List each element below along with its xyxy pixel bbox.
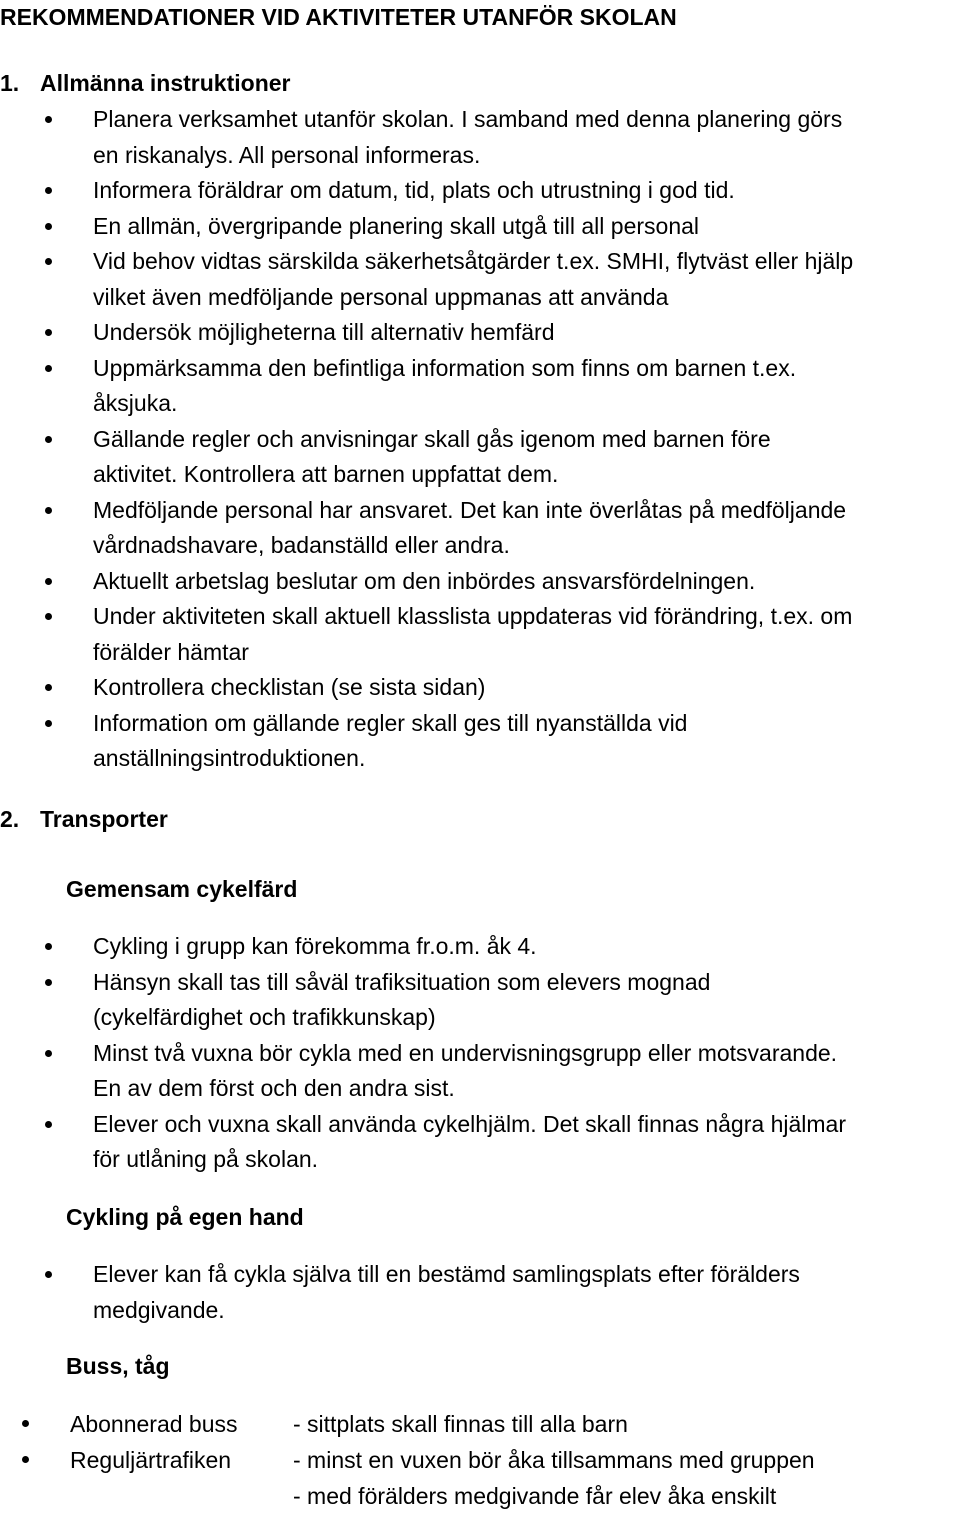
section-1-heading — [0, 68, 290, 98]
list-item-text: förälder hämtar — [93, 638, 249, 665]
list-item-text: Under aktiviteten skall aktuell klasslista uppdateras vid förändring, t.ex. om — [93, 603, 853, 629]
general-instructions-list — [0, 102, 960, 777]
bullet-icon — [45, 329, 52, 336]
bullet-icon — [45, 979, 52, 986]
bullet-icon — [45, 365, 52, 372]
list-item-text: Medföljande personal har ansvaret. Det kan inte överlåtas på medföljande — [93, 496, 847, 523]
list-item-text: aktivitet. Kontrollera att barnen uppfattat dem. — [93, 461, 559, 487]
bus-train-list — [0, 1406, 960, 1514]
list-item-text: Kontrollera checklistan (se sista sidan) — [93, 674, 486, 700]
list-item — [0, 564, 960, 600]
document-title: REKOMMENDATIONER VID AKTIVITETER UTANFÖR SKOLAN — [0, 4, 677, 30]
bullet-icon — [45, 943, 52, 950]
list-item-text: Planera verksamhet utanför skolan. I samband med denna planering görs — [93, 106, 843, 132]
list-item — [0, 173, 960, 209]
bullet-icon — [22, 1420, 29, 1427]
list-item-text: Vid behov vidtas särskilda säkerhetsåtgärder t.ex. SMHI, flytväst eller hjälp — [93, 248, 854, 274]
bus-train-heading: Buss, tåg — [66, 1353, 170, 1379]
bullet-icon — [45, 684, 52, 691]
list-item-text: Informera föräldrar om datum, tid, plats och utrustning i god tid. — [93, 177, 735, 203]
list-item-text: vilket även medföljande personal uppmanas att använda — [93, 283, 669, 310]
list-item — [0, 493, 960, 564]
bullet-icon — [22, 1456, 29, 1463]
list-item — [0, 209, 960, 245]
list-item-text: Cykling i grupp kan förekomma fr.o.m. åk 4. — [93, 933, 537, 959]
list-item — [0, 244, 960, 315]
list-item — [0, 706, 960, 777]
list-item-text: Information om gällande regler skall ges till nyanställda vid — [93, 709, 688, 736]
list-item — [0, 670, 960, 706]
list-item — [0, 965, 960, 1036]
list-item-text: Elever och vuxna skall använda cykelhjälm. Det skall finnas några hjälmar — [93, 1110, 846, 1137]
list-item — [0, 599, 960, 670]
list-item-text: anställningsintroduktionen. — [93, 745, 366, 771]
transport-name: Reguljärtrafiken — [70, 1447, 232, 1473]
bullet-icon — [45, 1271, 52, 1278]
own-cycling-heading: Cykling på egen hand — [66, 1204, 304, 1230]
list-item-text: åksjuka. — [93, 390, 178, 416]
bullet-icon — [45, 507, 52, 514]
bullet-icon — [45, 223, 52, 230]
list-item — [0, 1257, 960, 1328]
list-item-text: vårdnadshavare, badanställd eller andra. — [93, 532, 510, 558]
own-cycling-list — [0, 1257, 960, 1328]
bullet-icon — [45, 1121, 52, 1128]
group-cycling-heading: Gemensam cykelfärd — [66, 876, 298, 902]
bullet-icon — [45, 436, 52, 443]
list-item — [0, 102, 960, 173]
bullet-icon — [45, 720, 52, 727]
list-item-text: Hänsyn skall tas till såväl trafiksituation som elevers mognad — [93, 968, 711, 995]
list-item-text: Uppmärksamma den befintliga information som finns om barnen t.ex. — [93, 354, 797, 381]
list-item — [0, 929, 960, 965]
list-item-text: (cykelfärdighet och trafikkunskap) — [93, 1004, 436, 1030]
list-item-text: Aktuellt arbetslag beslutar om den inbördes ansvarsfördelningen. — [93, 567, 756, 594]
bullet-icon — [45, 116, 52, 123]
section-2-heading — [0, 804, 168, 834]
group-cycling-list — [0, 929, 960, 1178]
bullet-icon — [45, 187, 52, 194]
list-item-text: Undersök möjligheterna till alternativ hemfärd — [93, 319, 555, 345]
section-2-title: Transporter — [40, 806, 168, 832]
bullet-icon — [45, 578, 52, 585]
transport-row — [0, 1442, 960, 1478]
list-item — [0, 1107, 960, 1178]
bullet-icon — [45, 1050, 52, 1057]
transport-description: - sittplats skall finnas till alla barn — [293, 1411, 628, 1437]
bullet-icon — [45, 613, 52, 620]
bullet-icon — [45, 258, 52, 265]
list-item-text: en riskanalys. All personal informeras. — [93, 141, 481, 168]
list-item — [0, 422, 960, 493]
list-item-text: En av dem först och den andra sist. — [93, 1075, 455, 1101]
list-item-text: En allmän, övergripande planering skall utgå till all personal — [93, 212, 700, 239]
transport-description: - minst en vuxen bör åka tillsammans med gruppen — [293, 1447, 815, 1473]
transport-description: - med förälders medgivande får elev åka enskilt — [293, 1483, 777, 1509]
list-item — [0, 1036, 960, 1107]
list-item-text: för utlåning på skolan. — [93, 1146, 319, 1172]
section-1-number: 1. — [0, 70, 20, 96]
list-item-text: Elever kan få cykla själva till en bestämd samlingsplats efter förälders — [93, 1261, 800, 1287]
list-item-text: Gällande regler och anvisningar skall gås igenom med barnen före — [93, 425, 771, 452]
list-item — [0, 351, 960, 422]
transport-name: Abonnerad buss — [70, 1411, 238, 1437]
list-item — [0, 315, 960, 351]
list-item-text: medgivande. — [93, 1296, 225, 1323]
section-2-number: 2. — [0, 806, 20, 832]
section-1-title: Allmänna instruktioner — [40, 70, 291, 96]
list-item-text: Minst två vuxna bör cykla med en undervisningsgrupp eller motsvarande. — [93, 1039, 838, 1066]
transport-row — [0, 1478, 960, 1514]
transport-row — [0, 1406, 960, 1442]
